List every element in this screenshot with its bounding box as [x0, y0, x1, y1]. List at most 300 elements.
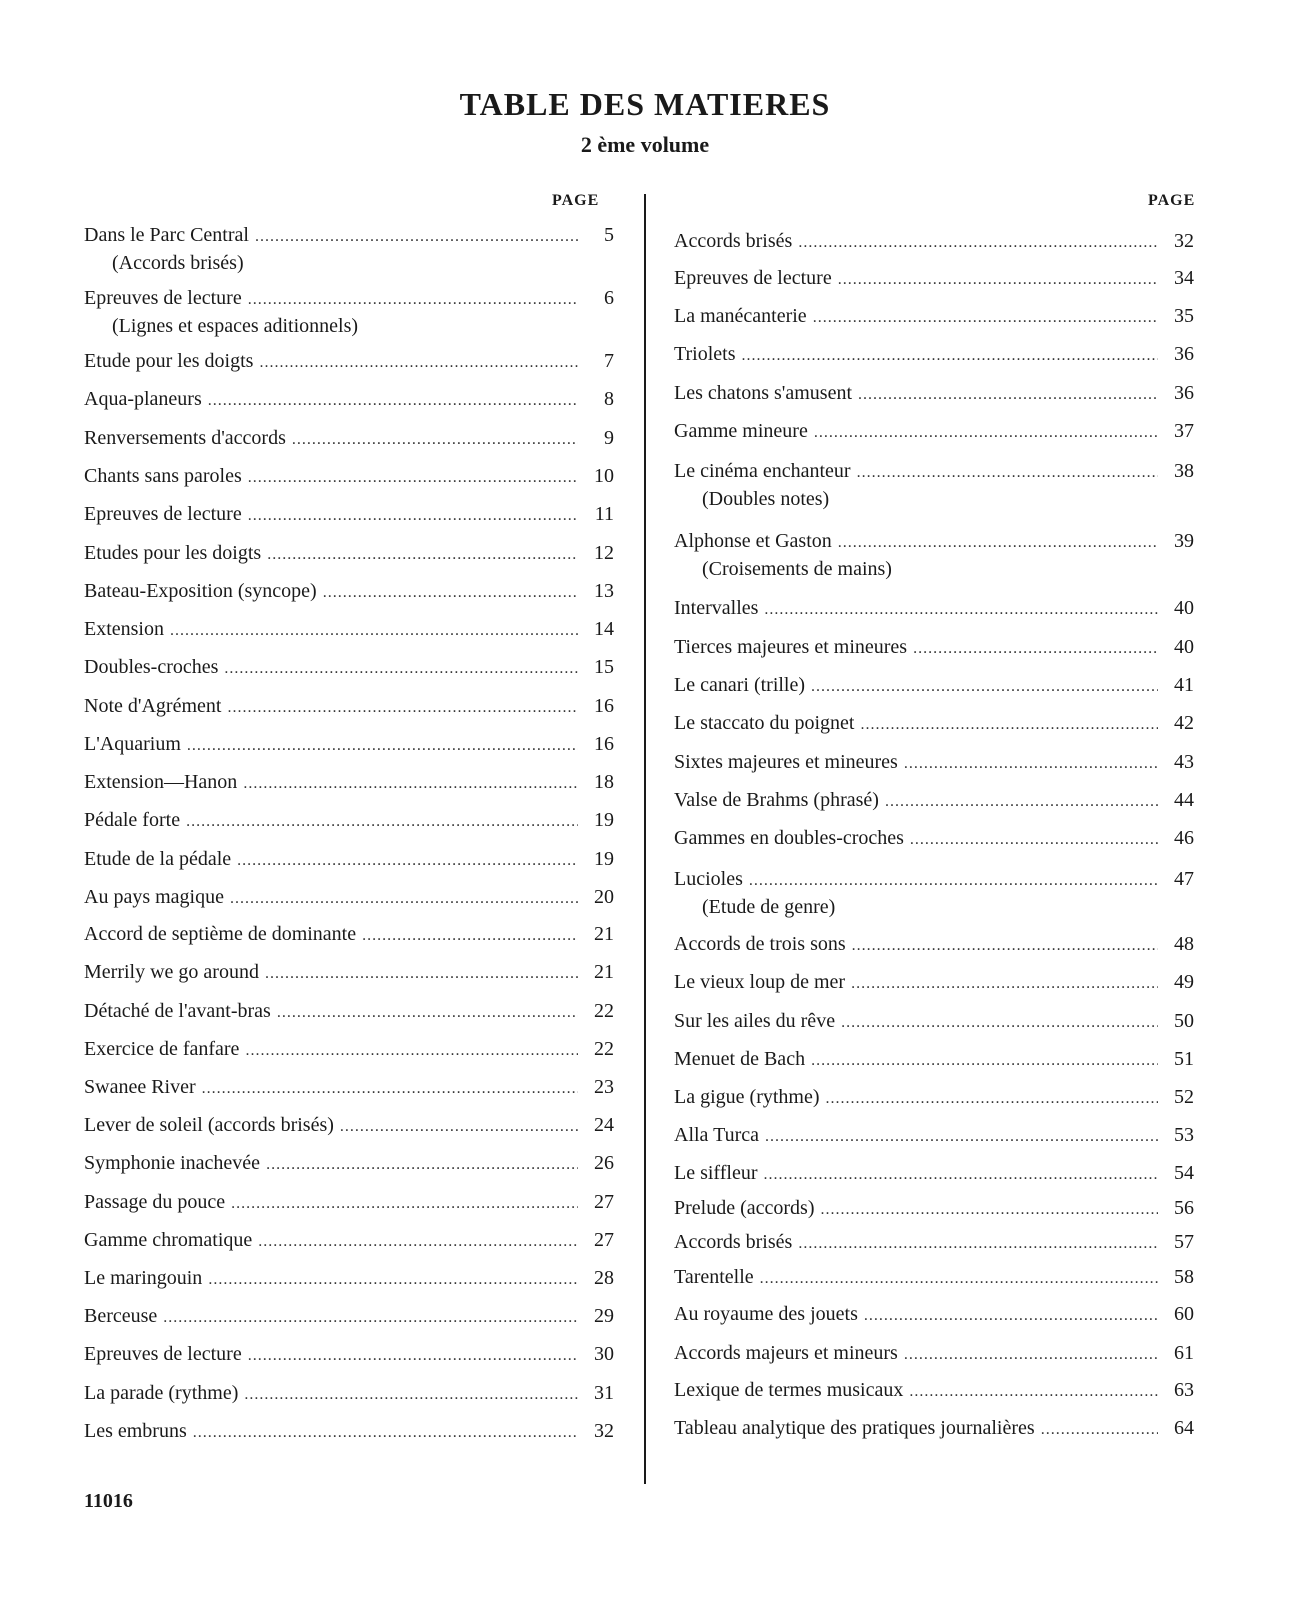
toc-entry-title: Note d'Agrément	[84, 695, 222, 717]
toc-entry-page: 52	[1174, 1086, 1194, 1108]
toc-entry	[84, 959, 614, 987]
toc-entry	[84, 654, 614, 682]
toc-entry-title: Alla Turca	[674, 1124, 759, 1146]
toc-entry-title: Gammes en doubles-croches	[674, 827, 904, 849]
toc-entry-line	[84, 884, 614, 912]
toc-entry-title: Le canari (trille)	[674, 674, 806, 696]
dot-leader	[851, 971, 1158, 997]
dot-leader	[760, 1266, 1158, 1292]
toc-entry-title: La gigue (rythme)	[674, 1086, 820, 1108]
toc-entry	[674, 1160, 1194, 1188]
dot-leader	[362, 923, 578, 949]
toc-entry-title: Epreuves de lecture	[674, 267, 832, 289]
toc-entry-page: 22	[594, 1000, 614, 1022]
toc-entry-line	[84, 998, 614, 1026]
toc-entry-title: Gamme chromatique	[84, 1229, 253, 1251]
toc-entry-page: 15	[594, 656, 614, 678]
dot-leader	[230, 886, 578, 912]
toc-entry	[84, 1418, 614, 1446]
dot-leader	[186, 809, 578, 835]
toc-entry-line	[674, 825, 1194, 853]
toc-entry-page: 38	[1174, 460, 1194, 482]
toc-entry-line	[84, 285, 614, 313]
toc-entry-line	[674, 265, 1194, 293]
toc-entry-title: Prelude (accords)	[674, 1197, 815, 1219]
toc-entry-title: Menuet de Bach	[674, 1048, 806, 1070]
toc-entry-line	[674, 787, 1194, 815]
toc-entry-line	[84, 1112, 614, 1140]
toc-entry-page: 19	[594, 809, 614, 831]
toc-entry-title: Etude de la pédale	[84, 848, 232, 870]
toc-entry-line	[674, 634, 1194, 662]
toc-entry	[84, 884, 614, 912]
toc-entry-page: 13	[594, 580, 614, 602]
toc-entry-title: La manécanterie	[674, 305, 807, 327]
toc-entry-title: Extension	[84, 618, 164, 640]
toc-entry	[84, 386, 614, 414]
toc-entry-title: Le vieux loup de mer	[674, 971, 846, 993]
toc-entry-title: Exercice de fanfare	[84, 1038, 240, 1060]
dot-leader	[202, 1076, 578, 1102]
dot-leader	[798, 230, 1158, 256]
dot-leader	[208, 388, 578, 414]
toc-entry-line	[84, 222, 614, 250]
toc-entry-page: 64	[1174, 1417, 1194, 1439]
toc-entry	[674, 380, 1194, 408]
toc-entry-title: Etudes pour les doigts	[84, 542, 262, 564]
toc-entry	[674, 787, 1194, 815]
dot-leader	[248, 287, 578, 313]
toc-entry-title: Valse de Brahms (phrasé)	[674, 789, 879, 811]
page-subtitle: 2 ème volume	[580, 132, 710, 157]
toc-entry-page: 32	[594, 1420, 614, 1442]
toc-entry-title: Le cinéma enchanteur	[674, 460, 851, 482]
toc-entry-page: 51	[1174, 1048, 1194, 1070]
toc-entry-line	[84, 731, 614, 759]
toc-entry	[674, 1264, 1194, 1292]
toc-entry-line	[674, 931, 1194, 959]
column-divider	[644, 194, 646, 1484]
toc-entry-line	[84, 654, 614, 682]
toc-entry	[84, 731, 614, 759]
toc-entry-title: Le siffleur	[674, 1162, 758, 1184]
toc-entry	[84, 222, 614, 276]
toc-entry-title: Passage du pouce	[84, 1191, 226, 1213]
toc-entry-subtitle: (Croisements de mains)	[702, 558, 892, 580]
toc-entry-page: 63	[1174, 1379, 1194, 1401]
left-column	[84, 0, 614, 1624]
dot-leader	[858, 382, 1158, 408]
toc-entry-title: Les embruns	[84, 1420, 187, 1442]
toc-entry	[674, 1377, 1194, 1405]
toc-entry-page: 12	[594, 542, 614, 564]
dot-leader	[292, 427, 578, 453]
toc-entry-subtitle: (Accords brisés)	[112, 252, 244, 274]
toc-entry	[84, 769, 614, 797]
toc-entry-line	[674, 1301, 1194, 1329]
toc-entry-line	[84, 578, 614, 606]
toc-entry-line	[84, 463, 614, 491]
toc-entry-line	[84, 348, 614, 376]
toc-entry-line	[674, 1340, 1194, 1368]
toc-entry-line	[84, 769, 614, 797]
toc-entry	[84, 921, 614, 949]
toc-entry	[674, 1084, 1194, 1112]
toc-entry-title: Accords de trois sons	[674, 933, 846, 955]
dot-leader	[765, 1124, 1158, 1150]
toc-entry-page: 36	[1174, 382, 1194, 404]
toc-entry-title: Epreuves de lecture	[84, 1343, 242, 1365]
toc-entry-line	[674, 1160, 1194, 1188]
toc-entry-line	[674, 1377, 1194, 1405]
toc-entry-page: 8	[604, 388, 614, 410]
toc-entry-title: Doubles-croches	[84, 656, 219, 678]
toc-entry-page: 48	[1174, 933, 1194, 955]
toc-entry	[674, 710, 1194, 738]
toc-entry-line	[84, 1418, 614, 1446]
dot-leader	[267, 542, 578, 568]
toc-entry-title: Berceuse	[84, 1305, 158, 1327]
toc-entry	[674, 341, 1194, 369]
left-page-header: PAGE	[552, 192, 600, 209]
toc-entry-page: 37	[1174, 420, 1194, 442]
dot-leader	[248, 465, 578, 491]
toc-entry-line	[84, 1227, 614, 1255]
dot-leader	[904, 1342, 1158, 1368]
dot-leader	[764, 1162, 1159, 1188]
toc-entry-page: 16	[594, 733, 614, 755]
dot-leader	[749, 868, 1158, 894]
toc-entry	[674, 595, 1194, 623]
dot-leader	[248, 503, 578, 529]
toc-entry	[84, 425, 614, 453]
toc-entry-line	[84, 1303, 614, 1331]
dot-leader	[1041, 1417, 1158, 1443]
toc-entry-page: 29	[594, 1305, 614, 1327]
toc-entry	[84, 1150, 614, 1178]
toc-entry-line	[84, 959, 614, 987]
dot-leader	[764, 597, 1158, 623]
toc-entry-title: Triolets	[674, 343, 736, 365]
dot-leader	[857, 460, 1158, 486]
toc-entry	[674, 969, 1194, 997]
toc-entry	[674, 528, 1194, 582]
toc-entry-page: 6	[604, 287, 614, 309]
toc-entry-title: Swanee River	[84, 1076, 196, 1098]
toc-entry-line	[674, 866, 1194, 894]
toc-entry	[674, 228, 1194, 256]
toc-entry-page: 30	[594, 1343, 614, 1365]
dot-leader	[193, 1420, 578, 1446]
toc-entry-title: Accords majeurs et mineurs	[674, 1342, 898, 1364]
toc-entry-line	[674, 710, 1194, 738]
toc-entry-line	[674, 1046, 1194, 1074]
toc-entry	[84, 1380, 614, 1408]
dot-leader	[227, 695, 578, 721]
toc-entry-title: Le maringouin	[84, 1267, 203, 1289]
dot-leader	[237, 848, 578, 874]
toc-entry-page: 23	[594, 1076, 614, 1098]
dot-leader	[170, 618, 578, 644]
toc-entry-title: Tierces majeures et mineures	[674, 636, 908, 658]
toc-entry-page: 24	[594, 1114, 614, 1136]
dot-leader	[910, 827, 1158, 853]
toc-entry-line	[84, 425, 614, 453]
toc-entry-page: 20	[594, 886, 614, 908]
toc-entry-line	[84, 616, 614, 644]
toc-entry-title: Intervalles	[674, 597, 759, 619]
toc-entry	[84, 1112, 614, 1140]
toc-entry-title: Bateau-Exposition (syncope)	[84, 580, 317, 602]
toc-entry-title: Merrily we go around	[84, 961, 259, 983]
toc-entry-title: Au pays magique	[84, 886, 224, 908]
toc-entry-title: Chants sans paroles	[84, 465, 242, 487]
toc-entry-page: 35	[1174, 305, 1194, 327]
dot-leader	[163, 1305, 578, 1331]
toc-entry	[674, 1415, 1194, 1443]
toc-entry-title: Lexique de termes musicaux	[674, 1379, 904, 1401]
toc-entry	[674, 1008, 1194, 1036]
toc-entry	[84, 501, 614, 529]
toc-entry	[674, 1122, 1194, 1150]
toc-entry-subtitle: (Doubles notes)	[702, 488, 830, 510]
toc-entry	[84, 1227, 614, 1255]
toc-entry-page: 21	[594, 923, 614, 945]
toc-entry-page: 57	[1174, 1231, 1194, 1253]
toc-entry	[674, 1046, 1194, 1074]
dot-leader	[244, 1382, 578, 1408]
toc-entry-page: 26	[594, 1152, 614, 1174]
toc-entry-page: 10	[594, 465, 614, 487]
toc-entry-page: 7	[604, 350, 614, 372]
toc-entry-line	[674, 341, 1194, 369]
toc-entry-page: 14	[594, 618, 614, 640]
toc-entry-title: Gamme mineure	[674, 420, 808, 442]
toc-entry-page: 61	[1174, 1342, 1194, 1364]
toc-entry	[84, 616, 614, 644]
toc-entry	[674, 458, 1194, 512]
toc-entry-page: 28	[594, 1267, 614, 1289]
toc-entry-page: 46	[1174, 827, 1194, 849]
toc-entry-page: 18	[594, 771, 614, 793]
toc-entry-line	[674, 303, 1194, 331]
page-title: TABLE DES MATIERES	[459, 86, 831, 122]
toc-entry	[674, 672, 1194, 700]
dot-leader	[904, 751, 1158, 777]
dot-leader	[814, 420, 1158, 446]
toc-entry-page: 27	[594, 1229, 614, 1251]
toc-entry	[84, 1341, 614, 1369]
toc-entry-title: Sur les ailes du rêve	[674, 1010, 836, 1032]
toc-entry-title: Tarentelle	[674, 1266, 754, 1288]
dot-leader	[841, 1010, 1158, 1036]
toc-entry	[674, 418, 1194, 446]
toc-entry	[674, 825, 1194, 853]
toc-entry-title: Accords brisés	[674, 230, 793, 252]
toc-entry-title: Dans le Parc Central	[84, 224, 249, 246]
toc-entry-line	[674, 1122, 1194, 1150]
toc-entry-title: Renversements d'accords	[84, 427, 286, 449]
toc-entry-title: Détaché de l'avant-bras	[84, 1000, 271, 1022]
dot-leader	[231, 1191, 578, 1217]
toc-entry-title: Tableau analytique des pratiques journalières	[674, 1417, 1035, 1439]
toc-entry	[674, 1195, 1194, 1223]
toc-entry	[84, 1265, 614, 1293]
toc-entry-page: 43	[1174, 751, 1194, 773]
catalog-number: 11016	[84, 1490, 133, 1512]
toc-entry-page: 31	[594, 1382, 614, 1404]
toc-entry-line	[84, 1189, 614, 1217]
toc-entry-page: 44	[1174, 789, 1194, 811]
toc-entry	[84, 1036, 614, 1064]
toc-entry	[84, 1074, 614, 1102]
toc-entry	[674, 1229, 1194, 1257]
toc-entry-page: 50	[1174, 1010, 1194, 1032]
toc-entry	[84, 693, 614, 721]
dot-leader	[838, 267, 1158, 293]
toc-entry-page: 32	[1174, 230, 1194, 252]
dot-leader	[742, 343, 1158, 369]
toc-entry-line	[674, 672, 1194, 700]
dot-leader	[187, 733, 578, 759]
toc-entry-line	[84, 1380, 614, 1408]
dot-leader	[798, 1231, 1158, 1257]
right-page-header: PAGE	[1148, 192, 1196, 209]
toc-entry-line	[674, 1195, 1194, 1223]
toc-entry-page: 56	[1174, 1197, 1194, 1219]
toc-entry-line	[674, 749, 1194, 777]
toc-entry-page: 42	[1174, 712, 1194, 734]
toc-entry	[84, 1303, 614, 1331]
toc-entry-line	[674, 458, 1194, 486]
toc-entry-page: 16	[594, 695, 614, 717]
toc-entry	[84, 998, 614, 1026]
right-column	[674, 0, 1194, 1624]
dot-leader	[265, 961, 578, 987]
toc-entry	[84, 846, 614, 874]
dot-leader	[340, 1114, 578, 1140]
toc-entry-title: Accords brisés	[674, 1231, 793, 1253]
dot-leader	[826, 1086, 1159, 1112]
dot-leader	[861, 712, 1159, 738]
toc-entry-title: Au royaume des jouets	[674, 1303, 858, 1325]
toc-entry	[84, 1189, 614, 1217]
toc-entry-page: 11	[594, 503, 614, 525]
toc-entry-page: 54	[1174, 1162, 1194, 1184]
toc-entry-line	[674, 1008, 1194, 1036]
dot-leader	[913, 636, 1158, 662]
dot-leader	[813, 305, 1158, 331]
toc-entry-page: 34	[1174, 267, 1194, 289]
toc-entry	[674, 1340, 1194, 1368]
toc-entry-page: 49	[1174, 971, 1194, 993]
toc-entry	[84, 348, 614, 376]
toc-entry-line	[674, 1264, 1194, 1292]
toc-entry-title: Lucioles	[674, 868, 743, 890]
toc-entry-line	[674, 380, 1194, 408]
toc-entry-title: Symphonie inachevée	[84, 1152, 261, 1174]
toc-entry	[84, 578, 614, 606]
toc-entry-title: Les chatons s'amusent	[674, 382, 853, 404]
toc-entry-page: 47	[1174, 868, 1194, 890]
toc-entry-line	[674, 1415, 1194, 1443]
toc-entry-title: Lever de soleil (accords brisés)	[84, 1114, 334, 1136]
toc-entry-page: 40	[1174, 597, 1194, 619]
toc-entry-line	[84, 386, 614, 414]
toc-entry-line	[674, 1084, 1194, 1112]
dot-leader	[259, 350, 578, 376]
toc-entry-title: La parade (rythme)	[84, 1382, 239, 1404]
toc-entry-page: 58	[1174, 1266, 1194, 1288]
toc-entry-title: Pédale forte	[84, 809, 181, 831]
toc-entry-page: 60	[1174, 1303, 1194, 1325]
dot-leader	[255, 224, 578, 250]
dot-leader	[811, 1048, 1158, 1074]
toc-entry-subtitle: (Lignes et espaces aditionnels)	[112, 315, 359, 337]
toc-entry	[674, 931, 1194, 959]
toc-entry	[84, 540, 614, 568]
dot-leader	[852, 933, 1158, 959]
toc-entry-line	[84, 1341, 614, 1369]
toc-entry-page: 41	[1174, 674, 1194, 696]
toc-entry-line	[84, 1265, 614, 1293]
toc-entry-title: Epreuves de lecture	[84, 287, 242, 309]
dot-leader	[266, 1152, 578, 1178]
toc-entry-title: Alphonse et Gaston	[674, 530, 832, 552]
toc-entry-line	[674, 228, 1194, 256]
toc-entry-line	[84, 501, 614, 529]
toc-entry	[674, 749, 1194, 777]
dot-leader	[208, 1267, 578, 1293]
toc-entry-page: 39	[1174, 530, 1194, 552]
toc-entry-line	[84, 1036, 614, 1064]
toc-entry-line	[674, 418, 1194, 446]
dot-leader	[821, 1197, 1159, 1223]
toc-entry	[84, 463, 614, 491]
dot-leader	[243, 771, 578, 797]
toc-entry-line	[84, 807, 614, 835]
toc-entry-page: 22	[594, 1038, 614, 1060]
dot-leader	[864, 1303, 1158, 1329]
toc-entry	[84, 285, 614, 339]
toc-entry-line	[84, 921, 614, 949]
dot-leader	[838, 530, 1158, 556]
toc-entry-page: 21	[594, 961, 614, 983]
toc-entry-page: 9	[604, 427, 614, 449]
toc-entry-subtitle: (Etude de genre)	[702, 896, 836, 918]
dot-leader	[909, 1379, 1158, 1405]
dot-leader	[811, 674, 1158, 700]
toc-entry	[674, 866, 1194, 920]
toc-entry-title: Etude pour les doigts	[84, 350, 254, 372]
toc-entry-page: 40	[1174, 636, 1194, 658]
toc-entry	[674, 1301, 1194, 1329]
toc-entry-line	[84, 846, 614, 874]
toc-entry	[674, 303, 1194, 331]
dot-leader	[258, 1229, 578, 1255]
toc-entry-line	[84, 693, 614, 721]
toc-entry	[674, 265, 1194, 293]
toc-entry-line	[674, 595, 1194, 623]
toc-entry-line	[84, 540, 614, 568]
toc-entry-title: Accord de septième de dominante	[84, 923, 357, 945]
toc-entry-page: 5	[604, 224, 614, 246]
toc-entry-title: Epreuves de lecture	[84, 503, 242, 525]
dot-leader	[885, 789, 1158, 815]
dot-leader	[323, 580, 578, 606]
toc-entry-title: Le staccato du poignet	[674, 712, 855, 734]
toc-entry-line	[674, 969, 1194, 997]
